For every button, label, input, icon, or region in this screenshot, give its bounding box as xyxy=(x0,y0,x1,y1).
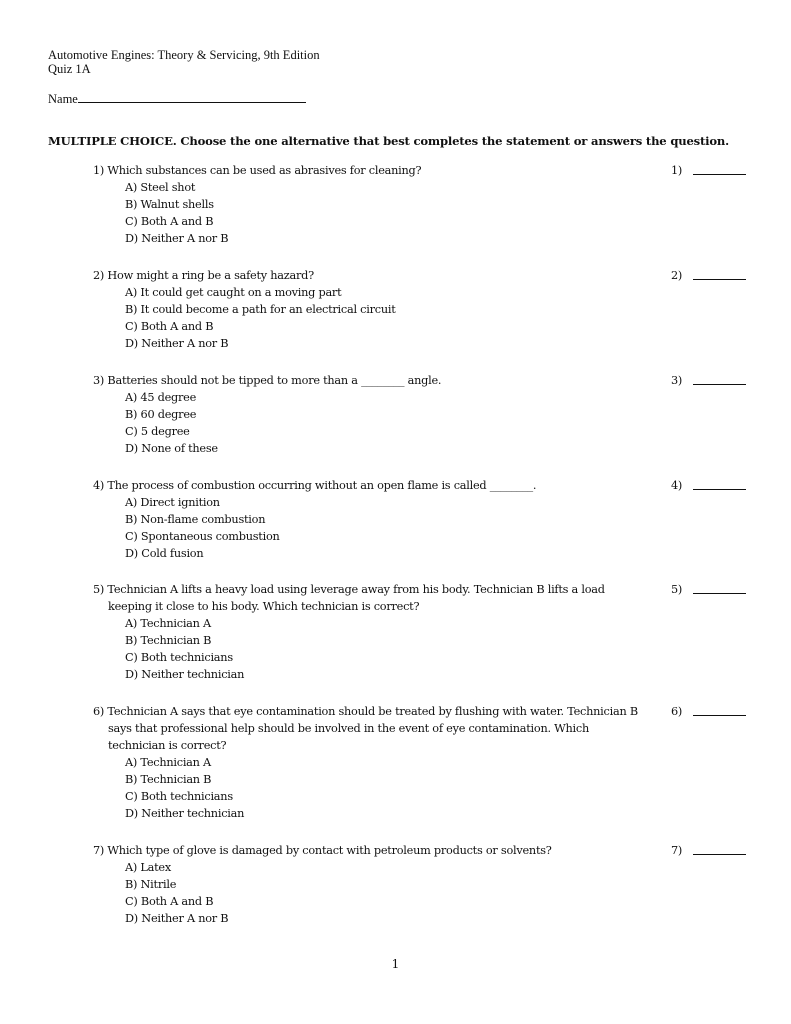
answer-option[interactable]: D) Neither technician xyxy=(125,668,245,681)
question xyxy=(93,581,753,683)
answer-option[interactable]: B) Nitrile xyxy=(125,878,177,891)
answer-option[interactable]: A) Steel shot xyxy=(125,181,196,194)
question-line: 6) Technician A says that eye contamination should be treated by flushing with water. Technician B xyxy=(93,705,638,718)
question-text xyxy=(93,372,665,389)
answer-blank[interactable] xyxy=(693,715,746,716)
question xyxy=(93,267,753,352)
answer-number: 1) xyxy=(671,164,683,177)
answer-option[interactable]: A) 45 degree xyxy=(125,391,197,404)
answer-blank[interactable] xyxy=(693,854,746,855)
answer-number: 3) xyxy=(671,374,683,387)
answer-option[interactable]: A) Direct ignition xyxy=(125,496,220,509)
question-text xyxy=(93,267,665,284)
answer-blank[interactable] xyxy=(693,279,746,280)
answer-option[interactable]: A) It could get caught on a moving part xyxy=(125,286,342,299)
answer-option[interactable]: B) It could become a path for an electrical circuit xyxy=(125,303,396,316)
question-line: 2) How might a ring be a safety hazard? xyxy=(93,269,314,282)
answer-option[interactable]: A) Technician A xyxy=(125,756,211,769)
answer-number: 6) xyxy=(671,705,683,718)
answer-option[interactable]: B) Technician B xyxy=(125,634,212,647)
answer-option[interactable]: D) Cold fusion xyxy=(125,547,204,560)
question-text xyxy=(93,477,665,494)
answer-option[interactable]: A) Latex xyxy=(125,861,171,874)
question-line: 1) Which substances can be used as abrasives for cleaning? xyxy=(93,164,422,177)
question-line: 7) Which type of glove is damaged by contact with petroleum products or solvents? xyxy=(93,844,552,857)
answer-option[interactable]: B) 60 degree xyxy=(125,408,197,421)
answer-blank[interactable] xyxy=(693,489,746,490)
answer-option[interactable]: B) Walnut shells xyxy=(125,198,214,211)
answer-number: 5) xyxy=(671,583,683,596)
answer-option[interactable]: B) Technician B xyxy=(125,773,212,786)
instructions: MULTIPLE CHOICE. Choose the one alternative that best completes the statement or answers the question. xyxy=(48,134,729,148)
answer-option[interactable]: D) Neither technician xyxy=(125,807,245,820)
answer-option[interactable]: C) Both A and B xyxy=(125,215,214,228)
answer-option[interactable]: C) Both technicians xyxy=(125,651,233,664)
answer-option[interactable]: C) Both A and B xyxy=(125,895,214,908)
question-line: technician is correct? xyxy=(108,739,227,752)
answer-option[interactable]: B) Non-flame combustion xyxy=(125,513,266,526)
name-label: Name xyxy=(48,92,78,106)
question-line: says that professional help should be involved in the event of eye contamination. Which xyxy=(108,722,590,735)
question-line: 4) The process of combustion occurring without an open flame is called ________. xyxy=(93,479,537,492)
answer-option[interactable]: C) Both A and B xyxy=(125,320,214,333)
page-number: 1 xyxy=(391,957,400,971)
answer-option[interactable]: D) Neither A nor B xyxy=(125,337,229,350)
question-text xyxy=(93,581,665,615)
answer-option[interactable]: C) 5 degree xyxy=(125,425,190,438)
answer-number: 7) xyxy=(671,844,683,857)
question-line: 5) Technician A lifts a heavy load using leverage away from his body. Technician B lifts a load xyxy=(93,583,605,596)
answer-option[interactable]: D) None of these xyxy=(125,442,218,455)
answer-blank[interactable] xyxy=(693,593,746,594)
answer-option[interactable]: C) Both technicians xyxy=(125,790,233,803)
quiz-label: Quiz 1A xyxy=(48,62,91,76)
question xyxy=(93,372,753,457)
answer-blank[interactable] xyxy=(693,384,746,385)
question-line: keeping it close to his body. Which technician is correct? xyxy=(108,600,420,613)
question-text xyxy=(93,842,665,859)
question xyxy=(93,162,753,247)
question xyxy=(93,477,753,562)
answer-blank[interactable] xyxy=(693,174,746,175)
name-blank[interactable] xyxy=(78,90,306,103)
name-field xyxy=(48,90,306,106)
question xyxy=(93,703,753,822)
answer-option[interactable]: D) Neither A nor B xyxy=(125,912,229,925)
answer-option[interactable]: D) Neither A nor B xyxy=(125,232,229,245)
question-line: 3) Batteries should not be tipped to more than a ________ angle. xyxy=(93,374,442,387)
answer-number: 4) xyxy=(671,479,683,492)
answer-option[interactable]: A) Technician A xyxy=(125,617,211,630)
question-text xyxy=(93,703,665,754)
question-text xyxy=(93,162,665,179)
course-title: Automotive Engines: Theory & Servicing, 9th Edition xyxy=(48,48,320,62)
answer-number: 2) xyxy=(671,269,683,282)
answer-option[interactable]: C) Spontaneous combustion xyxy=(125,530,280,543)
question xyxy=(93,842,753,927)
